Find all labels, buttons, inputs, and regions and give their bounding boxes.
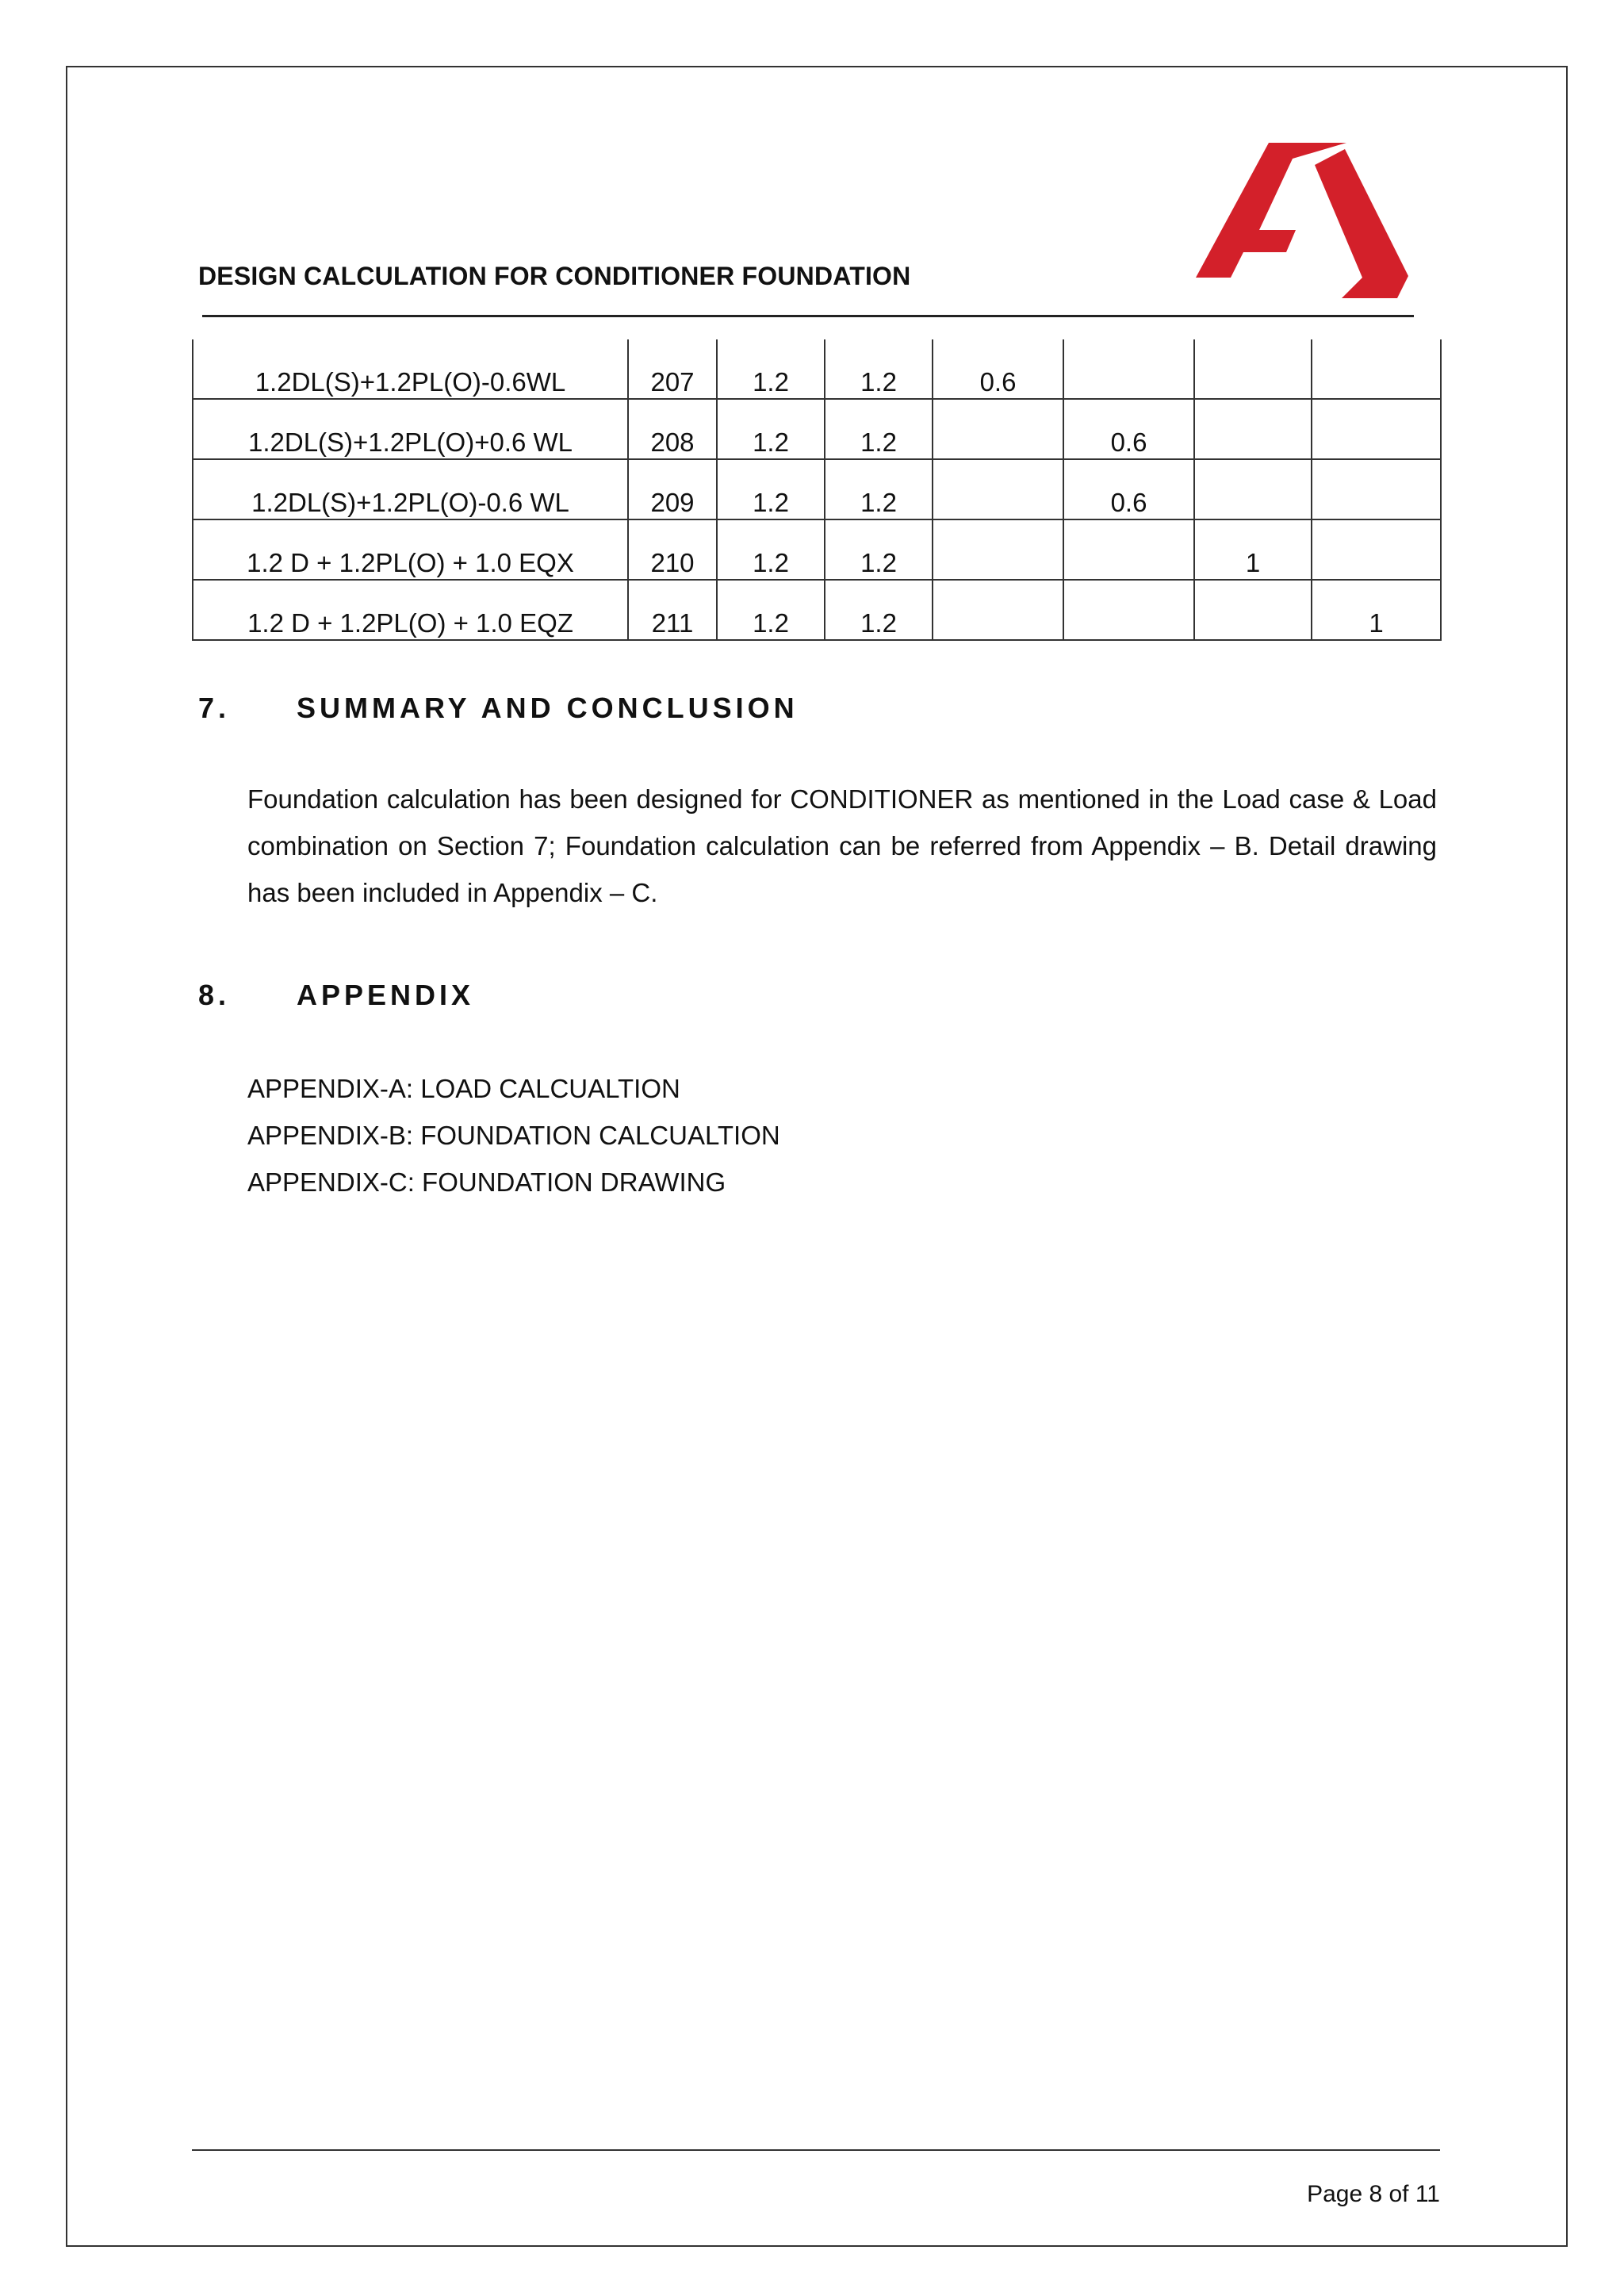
list-item: APPENDIX-C: FOUNDATION DRAWING: [247, 1167, 726, 1197]
factor-cell: [1312, 339, 1441, 399]
factor-cell: 1: [1312, 580, 1441, 640]
factor-cell: 0.6: [1063, 399, 1194, 459]
load-combination-table: [192, 339, 1442, 641]
factor-cell: [1194, 399, 1312, 459]
factor-cell: 1.2: [717, 399, 825, 459]
factor-cell: 1.2: [825, 459, 933, 519]
factor-cell: 1.2: [717, 580, 825, 640]
factor-cell: [933, 399, 1063, 459]
factor-cell: 1.2: [825, 580, 933, 640]
list-item: APPENDIX-A: LOAD CALCUALTION: [247, 1074, 680, 1103]
table-row: [193, 580, 1441, 640]
factor-cell: 1.2: [825, 519, 933, 580]
factor-cell: [933, 580, 1063, 640]
id-cell: 211: [628, 580, 717, 640]
section-number: 7.: [198, 692, 231, 724]
section-title: SUMMARY AND CONCLUSION: [297, 692, 799, 724]
factor-cell: 1.2: [717, 519, 825, 580]
document-title: DESIGN CALCULATION FOR CONDITIONER FOUNDATION: [198, 262, 911, 290]
factor-cell: [1063, 519, 1194, 580]
company-logo: [1196, 143, 1408, 301]
factor-cell: [1312, 399, 1441, 459]
factor-cell: [933, 519, 1063, 580]
section-number: 8.: [198, 979, 231, 1011]
factor-cell: 1.2: [825, 339, 933, 399]
logo-right-stroke: [1315, 149, 1408, 298]
summary-paragraph: Foundation calculation has been designed for CONDITIONER as mentioned in the Load case & Load combination on Section 7; Foundation calculation can be referred from Appendix – B. Detail drawing has been included in Appendix – C.: [247, 784, 1437, 907]
factor-cell: 0.6: [1063, 459, 1194, 519]
section-title: APPENDIX: [297, 979, 475, 1011]
table-row: [193, 339, 1441, 399]
combination-cell: 1.2DL(S)+1.2PL(O)+0.6 WL: [193, 399, 628, 459]
factor-cell: 1.2: [717, 339, 825, 399]
page-number: Page 8 of 11: [1307, 2181, 1440, 2207]
factor-cell: [1312, 519, 1441, 580]
combination-cell: 1.2 D + 1.2PL(O) + 1.0 EQX: [193, 519, 628, 580]
factor-cell: [1063, 339, 1194, 399]
id-cell: 209: [628, 459, 717, 519]
factor-cell: 1.2: [825, 399, 933, 459]
footer-rule: [192, 2149, 1440, 2151]
factor-cell: 1: [1194, 519, 1312, 580]
factor-cell: 1.2: [717, 459, 825, 519]
appendix-list: [247, 1065, 780, 1205]
combination-cell: 1.2DL(S)+1.2PL(O)-0.6WL: [193, 339, 628, 399]
factor-cell: [1063, 580, 1194, 640]
factor-cell: 0.6: [933, 339, 1063, 399]
factor-cell: [1194, 459, 1312, 519]
table-row: [193, 519, 1441, 580]
combination-cell: 1.2 D + 1.2PL(O) + 1.0 EQZ: [193, 580, 628, 640]
factor-cell: [933, 459, 1063, 519]
table-row: [193, 399, 1441, 459]
factor-cell: [1194, 339, 1312, 399]
section-7-heading: [198, 692, 799, 725]
id-cell: 207: [628, 339, 717, 399]
id-cell: 208: [628, 399, 717, 459]
factor-cell: [1194, 580, 1312, 640]
id-cell: 210: [628, 519, 717, 580]
header-rule: [202, 315, 1414, 317]
section-8-heading: [198, 979, 474, 1012]
combination-cell: 1.2DL(S)+1.2PL(O)-0.6 WL: [193, 459, 628, 519]
list-item: APPENDIX-B: FOUNDATION CALCUALTION: [247, 1121, 780, 1150]
factor-cell: [1312, 459, 1441, 519]
table-row: [193, 459, 1441, 519]
